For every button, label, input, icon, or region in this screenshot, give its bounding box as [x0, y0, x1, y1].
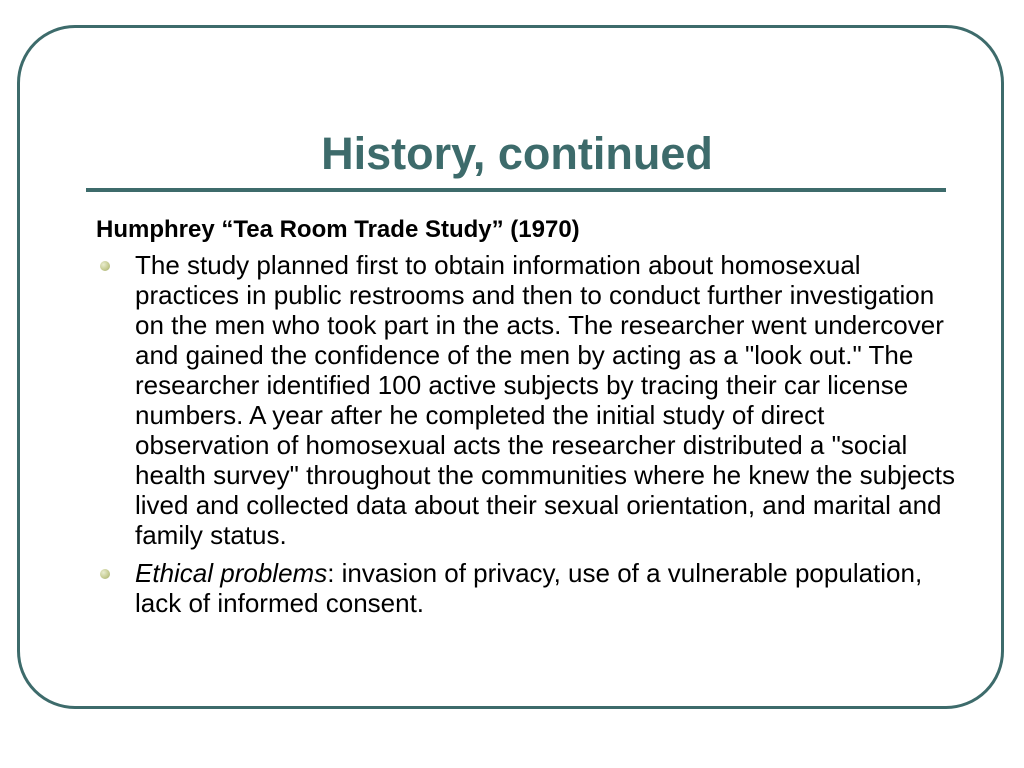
bullet-dot-icon	[100, 569, 110, 579]
title-divider	[86, 188, 946, 192]
bullet-lead: Ethical problems	[135, 558, 328, 588]
bullet-list	[96, 250, 956, 618]
bullet-item-study-description	[96, 250, 956, 550]
bullet-dot-icon	[100, 261, 110, 271]
bullet-text: The study planned first to obtain information about homosexual practices in public restrooms and then to conduct further investigation on the men who took part in the acts. The researcher went undercover and gained the confidence of the men by acting as a "look out." The researcher identified 100 active subjects by tracing their car license numbers. A year after he completed the initial study of direct observation of homosexual acts the researcher distributed a "social health survey" throughout the communities where he knew the subjects lived and collected data about their sexual orientation, and marital and family status.	[135, 250, 956, 550]
slide-title: History, continued	[321, 128, 713, 179]
bullet-item-ethical-problems	[96, 558, 956, 618]
study-heading: Humphrey “Tea Room Trade Study” (1970)	[96, 216, 580, 243]
bullet-text: : invasion of privacy, use of a vulnerable population, lack of informed consent.	[135, 558, 923, 618]
slide-body	[96, 212, 956, 626]
